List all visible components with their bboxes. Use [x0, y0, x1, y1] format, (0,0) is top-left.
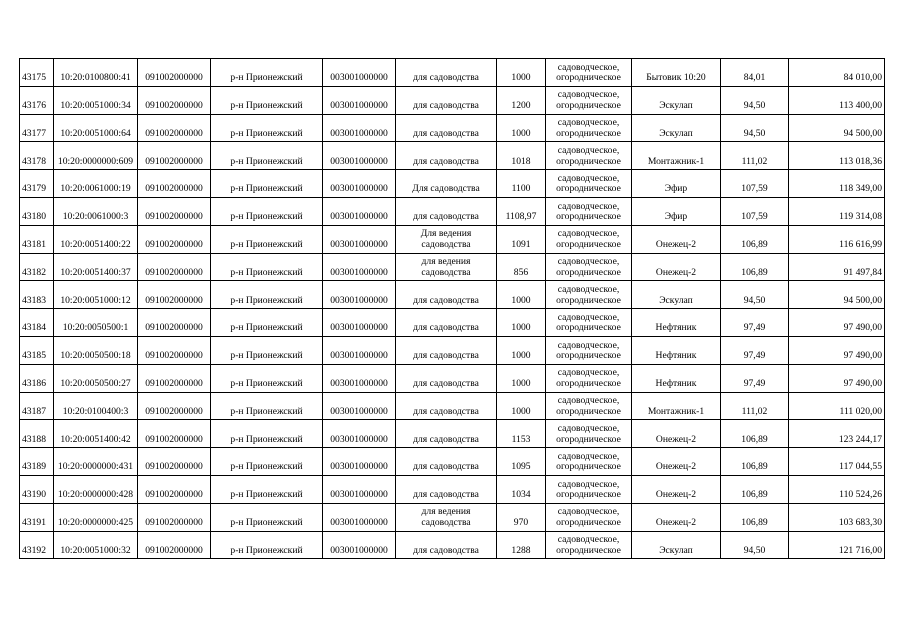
permitted-use-cell — [396, 170, 497, 198]
permitted-use-line: садоводства — [421, 516, 471, 528]
permitted-use-cell — [396, 475, 497, 503]
association-name-cell: Эфир — [632, 197, 721, 225]
row-number-cell: 43181 — [20, 225, 54, 253]
permitted-use-line: садоводства — [421, 238, 471, 250]
permitted-use-cell — [396, 114, 497, 142]
permitted-use-line: для садоводства — [413, 405, 479, 417]
row-number-cell: 43190 — [20, 475, 54, 503]
cadastral-number-cell: 10:20:0051400:42 — [54, 420, 138, 448]
permitted-use-line: для садоводства — [413, 433, 479, 445]
okato-code-cell: 091002000000 — [138, 364, 211, 392]
cadastral-rate-cell: 111,02 — [721, 392, 789, 420]
association-name-cell: Онежец-2 — [632, 253, 721, 281]
cadastral-value-cell: 84 010,00 — [789, 59, 885, 87]
district-cell: р-н Прионежский — [211, 420, 323, 448]
area-cell: 1000 — [497, 114, 546, 142]
association-name-cell: Бытовик 10:20 — [632, 59, 721, 87]
row-number-cell: 43182 — [20, 253, 54, 281]
purpose-code-cell: 003001000000 — [323, 170, 396, 198]
area-cell: 1018 — [497, 142, 546, 170]
purpose-code-cell: 003001000000 — [323, 420, 396, 448]
land-category-cell — [546, 225, 632, 253]
land-category-line: огородническое — [556, 238, 621, 250]
purpose-code-cell: 003001000000 — [323, 281, 396, 309]
purpose-code-cell: 003001000000 — [323, 475, 396, 503]
cadastral-number-cell: 10:20:0061000:3 — [54, 197, 138, 225]
land-category-line: огородническое — [556, 405, 621, 417]
table-row — [20, 503, 885, 531]
land-category-line: садоводческое, — [557, 117, 620, 129]
permitted-use-line: для садоводства — [413, 322, 479, 334]
row-number-cell: 43185 — [20, 336, 54, 364]
purpose-code-cell: 003001000000 — [323, 503, 396, 531]
land-category-line: огородническое — [556, 127, 621, 139]
district-cell: р-н Прионежский — [211, 114, 323, 142]
area-cell: 1153 — [497, 420, 546, 448]
association-name-cell: Нефтяник — [632, 336, 721, 364]
land-category-line: садоводческое, — [557, 450, 620, 462]
cadastral-rate-cell: 106,89 — [721, 253, 789, 281]
permitted-use-line: для ведения — [421, 506, 471, 518]
land-plots-table — [19, 58, 885, 559]
okato-code-cell: 091002000000 — [138, 197, 211, 225]
land-category-line: огородническое — [556, 183, 621, 195]
area-cell: 1200 — [497, 86, 546, 114]
land-category-cell — [546, 392, 632, 420]
row-number-cell: 43189 — [20, 448, 54, 476]
area-cell: 1000 — [497, 392, 546, 420]
row-number-cell: 43186 — [20, 364, 54, 392]
okato-code-cell: 091002000000 — [138, 392, 211, 420]
cadastral-number-cell: 10:20:0100400:3 — [54, 392, 138, 420]
permitted-use-cell — [396, 336, 497, 364]
land-category-cell — [546, 309, 632, 337]
land-category-cell — [546, 364, 632, 392]
land-category-line: садоводческое, — [557, 395, 620, 407]
association-name-cell: Монтажник-1 — [632, 392, 721, 420]
association-name-cell: Эскулап — [632, 86, 721, 114]
okato-code-cell: 091002000000 — [138, 281, 211, 309]
district-cell: р-н Прионежский — [211, 531, 323, 559]
land-category-cell — [546, 281, 632, 309]
land-category-line: садоводческое, — [557, 311, 620, 323]
purpose-code-cell: 003001000000 — [323, 253, 396, 281]
permitted-use-line: для садоводства — [413, 100, 479, 111]
cadastral-value-cell: 91 497,84 — [789, 253, 885, 281]
table-row — [20, 281, 885, 309]
permitted-use-line: для садоводства — [413, 155, 479, 167]
land-category-line: огородническое — [556, 72, 621, 84]
table-row — [20, 197, 885, 225]
permitted-use-line: для садоводства — [413, 461, 479, 473]
table-row — [20, 364, 885, 392]
land-category-line: садоводческое, — [557, 172, 620, 184]
permitted-use-cell — [396, 86, 497, 114]
row-number-cell: 43179 — [20, 170, 54, 198]
land-category-line: огородническое — [556, 544, 621, 556]
association-name-cell: Эскулап — [632, 281, 721, 309]
land-category-line: огородническое — [556, 433, 621, 445]
land-category-cell — [546, 253, 632, 281]
area-cell: 1108,97 — [497, 197, 546, 225]
land-category-cell — [546, 86, 632, 114]
land-category-line: садоводческое, — [557, 89, 620, 101]
cadastral-rate-cell: 106,89 — [721, 225, 789, 253]
purpose-code-cell: 003001000000 — [323, 364, 396, 392]
area-cell: 1000 — [497, 364, 546, 392]
district-cell: р-н Прионежский — [211, 336, 323, 364]
district-cell: р-н Прионежский — [211, 197, 323, 225]
okato-code-cell: 091002000000 — [138, 170, 211, 198]
table-row — [20, 336, 885, 364]
permitted-use-line: для садоводства — [413, 294, 479, 306]
permitted-use-cell — [396, 142, 497, 170]
cadastral-value-cell: 111 020,00 — [789, 392, 885, 420]
row-number-cell: 43188 — [20, 420, 54, 448]
land-category-cell — [546, 420, 632, 448]
row-number-cell: 43177 — [20, 114, 54, 142]
land-category-line: садоводческое, — [557, 283, 620, 295]
permitted-use-cell — [396, 364, 497, 392]
purpose-code-cell: 003001000000 — [323, 59, 396, 87]
permitted-use-cell — [396, 309, 497, 337]
association-name-cell: Монтажник-1 — [632, 142, 721, 170]
cadastral-number-cell: 10:20:0000000:428 — [54, 475, 138, 503]
table-row — [20, 420, 885, 448]
association-name-cell: Эфир — [632, 170, 721, 198]
cadastral-rate-cell: 97,49 — [721, 364, 789, 392]
table-body — [20, 59, 885, 559]
association-name-cell: Эскулап — [632, 114, 721, 142]
cadastral-value-cell: 97 490,00 — [789, 309, 885, 337]
okato-code-cell: 091002000000 — [138, 253, 211, 281]
land-category-cell — [546, 170, 632, 198]
row-number-cell: 43192 — [20, 531, 54, 559]
cadastral-rate-cell: 84,01 — [721, 59, 789, 87]
district-cell: р-н Прионежский — [211, 253, 323, 281]
land-category-cell — [546, 59, 632, 87]
district-cell: р-н Прионежский — [211, 364, 323, 392]
cadastral-value-cell: 94 500,00 — [789, 281, 885, 309]
okato-code-cell: 091002000000 — [138, 86, 211, 114]
purpose-code-cell: 003001000000 — [323, 309, 396, 337]
cadastral-value-cell: 97 490,00 — [789, 336, 885, 364]
permitted-use-line: садоводства — [421, 266, 471, 278]
land-category-line: садоводческое, — [557, 228, 620, 240]
association-name-cell: Эскулап — [632, 531, 721, 559]
cadastral-number-cell: 10:20:0051000:12 — [54, 281, 138, 309]
okato-code-cell: 091002000000 — [138, 503, 211, 531]
cadastral-number-cell: 10:20:0051000:32 — [54, 531, 138, 559]
cadastral-number-cell: 10:20:0051400:22 — [54, 225, 138, 253]
cadastral-value-cell: 118 349,00 — [789, 170, 885, 198]
land-category-line: садоводческое, — [557, 256, 620, 268]
cadastral-value-cell: 97 490,00 — [789, 364, 885, 392]
permitted-use-cell — [396, 392, 497, 420]
purpose-code-cell: 003001000000 — [323, 448, 396, 476]
land-category-line: садоводческое, — [557, 534, 620, 546]
cadastral-number-cell: 10:20:0051000:64 — [54, 114, 138, 142]
row-number-cell: 43191 — [20, 503, 54, 531]
permitted-use-cell — [396, 503, 497, 531]
table-row — [20, 86, 885, 114]
table-row — [20, 142, 885, 170]
row-number-cell: 43175 — [20, 59, 54, 87]
permitted-use-cell — [396, 253, 497, 281]
cadastral-number-cell: 10:20:0050500:18 — [54, 336, 138, 364]
cadastral-value-cell: 103 683,30 — [789, 503, 885, 531]
land-category-cell — [546, 503, 632, 531]
table-row — [20, 309, 885, 337]
table-row — [20, 253, 885, 281]
okato-code-cell: 091002000000 — [138, 114, 211, 142]
land-category-line: садоводческое, — [557, 145, 620, 156]
cadastral-number-cell: 10:20:0051400:37 — [54, 253, 138, 281]
land-category-line: садоводческое, — [557, 506, 620, 518]
area-cell: 1095 — [497, 448, 546, 476]
association-name-cell: Онежец-2 — [632, 225, 721, 253]
area-cell: 856 — [497, 253, 546, 281]
cadastral-rate-cell: 107,59 — [721, 170, 789, 198]
purpose-code-cell: 003001000000 — [323, 142, 396, 170]
cadastral-number-cell: 10:20:0100800:41 — [54, 59, 138, 87]
land-category-cell — [546, 114, 632, 142]
land-category-line: огородническое — [556, 377, 621, 389]
okato-code-cell: 091002000000 — [138, 309, 211, 337]
land-category-line: садоводческое, — [557, 200, 620, 212]
land-category-line: огородническое — [556, 489, 621, 501]
district-cell: р-н Прионежский — [211, 475, 323, 503]
area-cell: 1000 — [497, 59, 546, 87]
table-row — [20, 448, 885, 476]
permitted-use-line: Для садоводства — [412, 183, 480, 195]
land-category-line: огородническое — [556, 155, 621, 167]
land-category-cell — [546, 142, 632, 170]
okato-code-cell: 091002000000 — [138, 336, 211, 364]
land-category-line: огородническое — [556, 100, 621, 111]
purpose-code-cell: 003001000000 — [323, 197, 396, 225]
cadastral-number-cell: 10:20:0000000:431 — [54, 448, 138, 476]
land-category-line: садоводческое, — [557, 339, 620, 351]
row-number-cell: 43176 — [20, 86, 54, 114]
land-category-line: садоводческое, — [557, 422, 620, 434]
association-name-cell: Нефтяник — [632, 364, 721, 392]
cadastral-value-cell: 113 018,36 — [789, 142, 885, 170]
table-row — [20, 392, 885, 420]
okato-code-cell: 091002000000 — [138, 531, 211, 559]
cadastral-rate-cell: 111,02 — [721, 142, 789, 170]
association-name-cell: Нефтяник — [632, 309, 721, 337]
cadastral-rate-cell: 106,89 — [721, 448, 789, 476]
district-cell: р-н Прионежский — [211, 281, 323, 309]
row-number-cell: 43180 — [20, 197, 54, 225]
cadastral-value-cell: 113 400,00 — [789, 86, 885, 114]
cadastral-value-cell: 116 616,99 — [789, 225, 885, 253]
permitted-use-cell — [396, 531, 497, 559]
cadastral-rate-cell: 106,89 — [721, 475, 789, 503]
purpose-code-cell: 003001000000 — [323, 225, 396, 253]
okato-code-cell: 091002000000 — [138, 420, 211, 448]
cadastral-value-cell: 119 314,08 — [789, 197, 885, 225]
cadastral-value-cell: 121 716,00 — [789, 531, 885, 559]
land-category-line: садоводческое, — [557, 61, 620, 73]
cadastral-number-cell: 10:20:0050500:27 — [54, 364, 138, 392]
permitted-use-cell — [396, 225, 497, 253]
permitted-use-line: для ведения — [421, 256, 471, 268]
district-cell: р-н Прионежский — [211, 86, 323, 114]
district-cell: р-н Прионежский — [211, 170, 323, 198]
okato-code-cell: 091002000000 — [138, 142, 211, 170]
land-category-line: огородническое — [556, 211, 621, 223]
purpose-code-cell: 003001000000 — [323, 86, 396, 114]
land-category-line: садоводческое, — [557, 367, 620, 379]
cadastral-number-cell: 10:20:0050500:1 — [54, 309, 138, 337]
row-number-cell: 43178 — [20, 142, 54, 170]
association-name-cell: Онежец-2 — [632, 448, 721, 476]
cadastral-rate-cell: 94,50 — [721, 531, 789, 559]
cadastral-value-cell: 110 524,26 — [789, 475, 885, 503]
row-number-cell: 43187 — [20, 392, 54, 420]
association-name-cell: Онежец-2 — [632, 420, 721, 448]
permitted-use-line: для садоводства — [413, 489, 479, 501]
area-cell: 1034 — [497, 475, 546, 503]
okato-code-cell: 091002000000 — [138, 448, 211, 476]
land-category-line: огородническое — [556, 516, 621, 528]
permitted-use-line: для садоводства — [413, 377, 479, 389]
cadastral-rate-cell: 94,50 — [721, 114, 789, 142]
table-row — [20, 59, 885, 87]
land-category-line: огородническое — [556, 266, 621, 278]
area-cell: 1000 — [497, 309, 546, 337]
area-cell: 1091 — [497, 225, 546, 253]
permitted-use-line: для садоводства — [413, 350, 479, 362]
okato-code-cell: 091002000000 — [138, 59, 211, 87]
land-category-cell — [546, 336, 632, 364]
purpose-code-cell: 003001000000 — [323, 336, 396, 364]
table-row — [20, 531, 885, 559]
district-cell: р-н Прионежский — [211, 225, 323, 253]
land-category-cell — [546, 448, 632, 476]
purpose-code-cell: 003001000000 — [323, 531, 396, 559]
permitted-use-cell — [396, 281, 497, 309]
area-cell: 970 — [497, 503, 546, 531]
district-cell: р-н Прионежский — [211, 448, 323, 476]
area-cell: 1000 — [497, 336, 546, 364]
district-cell: р-н Прионежский — [211, 503, 323, 531]
permitted-use-line: Для ведения — [420, 228, 472, 240]
permitted-use-line: для садоводства — [413, 544, 479, 556]
cadastral-rate-cell: 94,50 — [721, 86, 789, 114]
permitted-use-cell — [396, 59, 497, 87]
district-cell: р-н Прионежский — [211, 309, 323, 337]
table-row — [20, 225, 885, 253]
cadastral-rate-cell: 94,50 — [721, 281, 789, 309]
okato-code-cell: 091002000000 — [138, 475, 211, 503]
cadastral-rate-cell: 107,59 — [721, 197, 789, 225]
district-cell: р-н Прионежский — [211, 59, 323, 87]
district-cell: р-н Прионежский — [211, 142, 323, 170]
land-category-cell — [546, 197, 632, 225]
land-category-line: огородническое — [556, 294, 621, 306]
land-category-line: садоводческое, — [557, 478, 620, 490]
cadastral-rate-cell: 97,49 — [721, 336, 789, 364]
land-category-line: огородническое — [556, 350, 621, 362]
area-cell: 1288 — [497, 531, 546, 559]
cadastral-number-cell: 10:20:0000000:425 — [54, 503, 138, 531]
permitted-use-cell — [396, 197, 497, 225]
area-cell: 1000 — [497, 281, 546, 309]
association-name-cell: Онежец-2 — [632, 475, 721, 503]
purpose-code-cell: 003001000000 — [323, 114, 396, 142]
okato-code-cell: 091002000000 — [138, 225, 211, 253]
cadastral-rate-cell: 106,89 — [721, 503, 789, 531]
row-number-cell: 43184 — [20, 309, 54, 337]
cadastral-number-cell: 10:20:0051000:34 — [54, 86, 138, 114]
area-cell: 1100 — [497, 170, 546, 198]
cadastral-number-cell: 10:20:0061000:19 — [54, 170, 138, 198]
table-row — [20, 170, 885, 198]
cadastral-value-cell: 123 244,17 — [789, 420, 885, 448]
cadastral-rate-cell: 106,89 — [721, 420, 789, 448]
permitted-use-line: для садоводства — [413, 211, 479, 223]
land-category-cell — [546, 475, 632, 503]
association-name-cell: Онежец-2 — [632, 503, 721, 531]
table-row — [20, 114, 885, 142]
land-category-line: огородническое — [556, 322, 621, 334]
table-row — [20, 475, 885, 503]
permitted-use-cell — [396, 420, 497, 448]
permitted-use-line: для садоводства — [413, 127, 479, 139]
permitted-use-cell — [396, 448, 497, 476]
row-number-cell: 43183 — [20, 281, 54, 309]
cadastral-rate-cell: 97,49 — [721, 309, 789, 337]
permitted-use-line: для садоводства — [413, 72, 479, 84]
land-category-cell — [546, 531, 632, 559]
land-category-line: огородническое — [556, 461, 621, 473]
cadastral-number-cell: 10:20:0000000:609 — [54, 142, 138, 170]
purpose-code-cell: 003001000000 — [323, 392, 396, 420]
cadastral-value-cell: 94 500,00 — [789, 114, 885, 142]
cadastral-value-cell: 117 044,55 — [789, 448, 885, 476]
district-cell: р-н Прионежский — [211, 392, 323, 420]
